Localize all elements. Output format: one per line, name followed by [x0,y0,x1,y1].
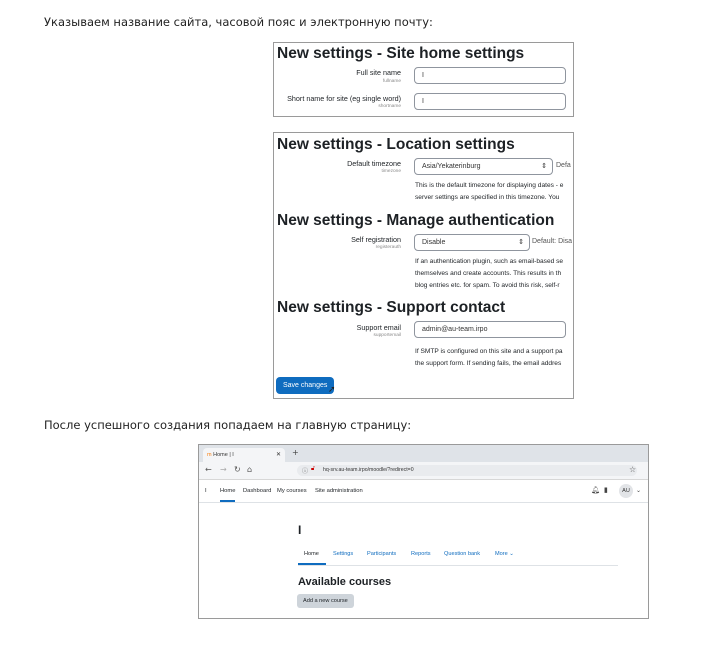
browser-tab-bar [199,445,648,462]
selfreg-default: Default: Disa [532,238,573,245]
auth-desc-2: themselves and create accounts. This results in th [415,270,562,277]
shortname-key: shortname [378,104,401,109]
timezone-desc-1: This is the default timezone for displaying dates - e [415,182,564,189]
shortname-label: Short name for site (eg single word) [287,94,401,103]
selfreg-key: registerauth [375,245,401,250]
timezone-key: timezone [381,169,401,174]
tab-home[interactable]: Home [304,551,319,557]
select-arrows-icon: ⇕ [518,239,524,246]
site-home-heading: New settings - Site home settings [277,45,525,62]
auth-desc-3: blog entries etc. for spam. To avoid this risk, self-r [415,282,560,289]
auth-desc-1: If an authentication plugin, such as email-based se [415,258,564,265]
browser-tab[interactable] [203,448,285,462]
address-bar[interactable] [297,465,637,476]
fullname-label: Full site name [356,68,401,77]
close-tab-icon[interactable]: ✕ [275,452,281,458]
selfreg-value: Disable [422,239,446,246]
tab-more[interactable]: More ⌄ [495,551,514,557]
support-email-key: supportemail [373,333,401,338]
timezone-select[interactable] [414,158,553,175]
timezone-value: Asia/Yekaterinburg [422,163,481,170]
timezone-desc-2: server settings are specified in this timezone. You [415,194,560,201]
nav-my-courses[interactable]: My courses [277,488,307,494]
tab-reports[interactable]: Reports [411,551,431,557]
browser-toolbar [199,462,648,480]
available-courses-heading: Available courses [298,576,392,588]
fullname-input[interactable]: I [414,67,566,84]
moodle-navbar [199,480,648,503]
tab-participants[interactable]: Participants [367,551,397,557]
location-heading: New settings - Location settings [277,136,515,153]
support-email-input[interactable]: admin@au-team.irpo [414,321,566,338]
select-arrows-icon: ⇕ [541,163,547,170]
moodle-favicon-icon: m [207,452,212,458]
support-desc-1: If SMTP is configured on this site and a support pa [415,348,563,355]
new-tab-icon[interactable]: + [292,448,299,457]
nav-site-administration[interactable]: Site administration [315,488,363,494]
insecure-icon[interactable]: 🔓︎ [311,466,315,472]
forward-icon[interactable]: → [220,465,227,474]
cursor-icon: ➚ [328,385,336,395]
info-icon[interactable]: ⓘ [302,469,309,475]
shortname-input[interactable]: I [414,93,566,110]
intro-paragraph: Указываем название сайта, часовой пояс и электронную почту: [44,15,433,29]
tab-settings[interactable]: Settings [333,551,354,557]
avatar[interactable]: AU [619,484,633,498]
bookmark-star-icon[interactable]: ☆ [629,465,637,474]
support-heading: New settings - Support contact [277,299,506,316]
home-icon[interactable]: ⌂ [247,465,253,474]
tabs-divider [298,565,618,566]
messages-icon[interactable]: ▮ [604,486,608,494]
timezone-label: Default timezone [347,159,401,168]
site-title: I [298,523,302,537]
back-icon[interactable]: ← [205,465,212,474]
browser-tab-title: Home | I [213,452,234,458]
save-changes-button[interactable]: Save changes [276,377,334,394]
support-email-label: Support email [356,323,401,332]
settings-screenshot [273,132,574,399]
add-new-course-button[interactable]: Add a new course [297,594,354,608]
fullname-key: fullname [382,79,401,84]
support-desc-2: the support form. If sending fails, the email addres [415,360,562,367]
timezone-default: Defa [556,162,571,169]
after-paragraph: После успешного создания попадаем на главную страницу: [44,418,412,432]
site-home-settings-screenshot [273,42,574,117]
browser-screenshot [198,444,649,619]
url-text: hq-srv.au-team.irpo/moodle/?redirect=0 [323,467,414,473]
selfreg-select[interactable] [414,234,530,251]
selfreg-label: Self registration [351,235,401,244]
chevron-down-icon[interactable]: ⌄ [636,487,642,494]
tab-question-bank[interactable]: Question bank [444,551,481,557]
site-brand[interactable]: I [205,488,207,494]
reload-icon[interactable]: ↻ [234,465,241,474]
nav-home[interactable]: Home [220,488,235,502]
auth-heading: New settings - Manage authentication [277,212,555,229]
notifications-bell-icon[interactable]: 🔔︎ [591,486,600,494]
nav-dashboard[interactable]: Dashboard [243,488,272,494]
